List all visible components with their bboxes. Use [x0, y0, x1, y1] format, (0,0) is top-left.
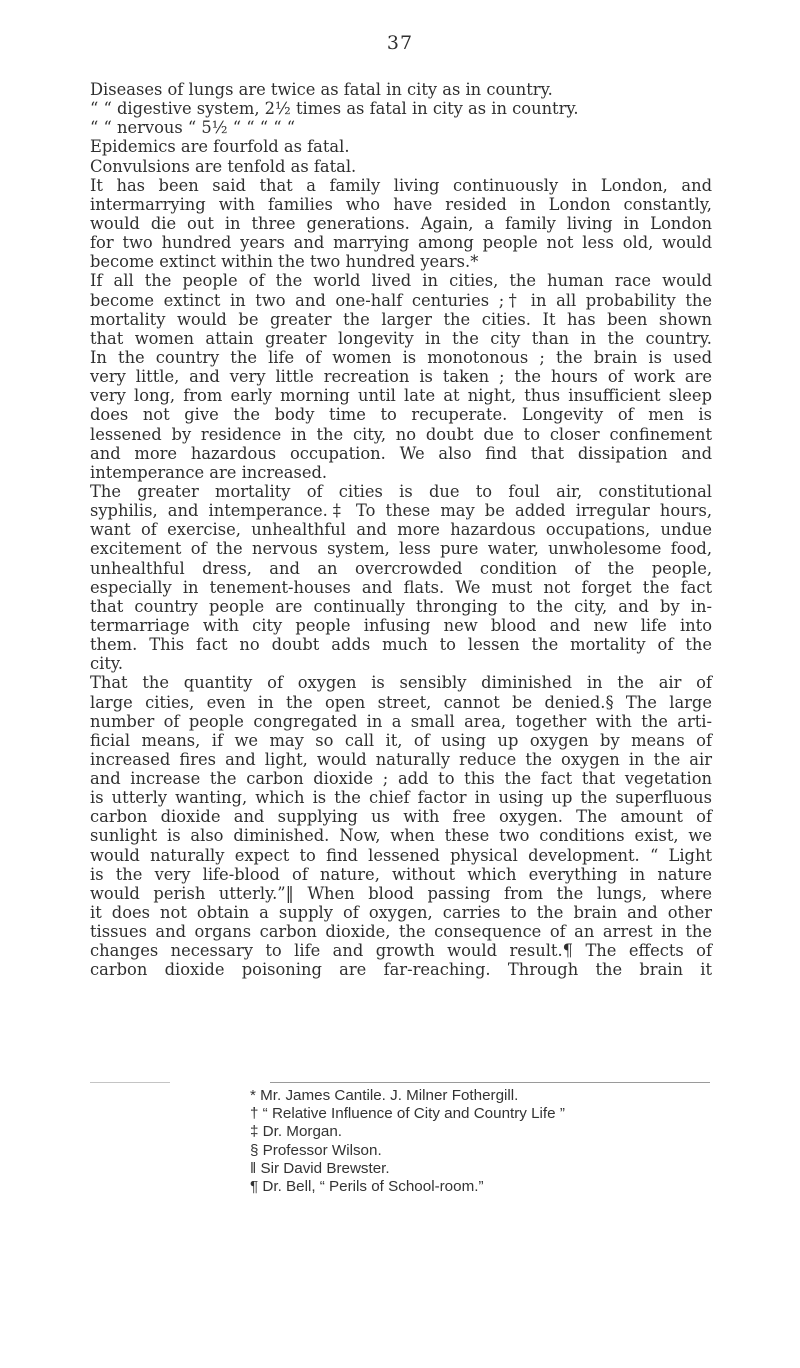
- text-line: and increase the carbon dioxide ; add to this the fact that vegetation: [90, 769, 712, 789]
- text-line: unhealthful dress, and an overcrowded condition of the people,: [90, 558, 712, 578]
- text-line: and more hazardous occupation. We also find that dissipation and: [90, 443, 712, 463]
- text-line: them. This fact no doubt adds much to lessen the mortality of the: [90, 635, 712, 655]
- text-line: syphilis, and intemperance.‡ To these may be added irregular hours,: [90, 501, 712, 521]
- text-line: increased fires and light, would naturally reduce the oxygen in the air: [90, 749, 712, 769]
- text-line: ficial means, if we may so call it, of using up oxygen by means of: [90, 730, 712, 750]
- footnote: ¶ Dr. Bell, “ Perils of School-room.”: [250, 1178, 484, 1196]
- page-number: 37: [386, 32, 414, 54]
- text-line: large cities, even in the open street, cannot be denied.§ The large: [90, 692, 712, 712]
- text-line: would die out in three generations. Again, a family living in London: [90, 213, 712, 233]
- text-line: Convulsions are tenfold as fatal.: [90, 156, 357, 176]
- footnote: ‖ Sir David Brewster.: [250, 1159, 390, 1177]
- text-line: is utterly wanting, which is the chief factor in using up the superfluous: [90, 788, 712, 808]
- text-line: sunlight is also diminished. Now, when these two conditions exist, we: [90, 826, 712, 846]
- footnote: ‡ Dr. Morgan.: [250, 1123, 343, 1141]
- text-line: very little, and very little recreation is taken ; the hours of work are: [90, 367, 712, 387]
- text-line: intermarrying with families who have resided in London constantly,: [90, 194, 712, 214]
- text-line: become extinct in two and one-half centuries ;† in all probability the: [90, 290, 712, 310]
- text-line: carbon dioxide and supplying us with free oxygen. The amount of: [90, 807, 712, 827]
- text-line: lessened by residence in the city, no doubt due to closer confinement: [90, 424, 712, 444]
- footnote-divider-left: [90, 1082, 170, 1083]
- text-line: That the quantity of oxygen is sensibly diminished in the air of: [90, 673, 712, 693]
- text-line: want of exercise, unhealthful and more hazardous occupations, undue: [90, 520, 712, 540]
- text-line: that women attain greater longevity in the city than in the country.: [90, 328, 712, 348]
- text-line: it does not obtain a supply of oxygen, carries to the brain and other: [90, 903, 712, 923]
- text-line: If all the people of the world lived in cities, the human race would: [90, 271, 712, 291]
- text-line: changes necessary to life and growth would result.¶ The effects of: [90, 941, 712, 961]
- text-line: become extinct within the two hundred years.*: [90, 252, 479, 272]
- text-line: carbon dioxide poisoning are far-reaching. Through the brain it: [90, 960, 712, 980]
- text-line: It has been said that a family living continuously in London, and: [90, 175, 712, 195]
- text-line: excitement of the nervous system, less pure water, unwholesome food,: [90, 539, 712, 559]
- footnote: † “ Relative Influence of City and Country Life ”: [250, 1105, 565, 1123]
- text-line: would naturally expect to find lessened physical development. “ Light: [90, 845, 712, 865]
- footnotes: [250, 1087, 730, 1196]
- text-line: number of people congregated in a small area, together with the arti-: [90, 711, 712, 731]
- text-line: mortality would be greater the larger the cities. It has been shown: [90, 309, 712, 329]
- text-line: is the very life-blood of nature, without which everything in nature: [90, 864, 712, 884]
- text-line: Diseases of lungs are twice as fatal in city as in country.: [90, 80, 553, 99]
- text-line: very long, from early morning until late at night, thus insufficient sleep: [90, 386, 712, 406]
- text-line: The greater mortality of cities is due to foul air, constitutional: [90, 481, 712, 501]
- text-line: termarriage with city people infusing new blood and new life into: [90, 615, 712, 635]
- text-line: intemperance are increased.: [90, 462, 328, 482]
- text-line: tissues and organs carbon dioxide, the consequence of an arrest in the: [90, 922, 712, 942]
- footnote: * Mr. James Cantile. J. Milner Fothergill.: [250, 1087, 519, 1104]
- text-line: city.: [90, 654, 124, 674]
- text-line: that country people are continually thronging to the city, and by in-: [90, 596, 712, 616]
- text-line: In the country the life of women is monotonous ; the brain is used: [90, 347, 712, 367]
- body-text: [90, 80, 712, 980]
- text-line: “ “ digestive system, 2½ times as fatal in city as in country.: [90, 99, 579, 119]
- text-line: “ “ nervous “ 5½ “ “ “ “ “: [90, 118, 296, 138]
- text-line: would perish utterly.”‖ When blood passing from the lungs, where: [90, 883, 712, 903]
- text-line: for two hundred years and marrying among people not less old, would: [90, 233, 712, 253]
- text-line: does not give the body time to recuperate. Longevity of men is: [90, 405, 712, 425]
- footnote-divider: [270, 1082, 710, 1083]
- footnote: § Professor Wilson.: [250, 1141, 382, 1159]
- text-line: especially in tenement-houses and flats. We must not forget the fact: [90, 577, 712, 597]
- text-line: Epidemics are fourfold as fatal.: [90, 137, 350, 157]
